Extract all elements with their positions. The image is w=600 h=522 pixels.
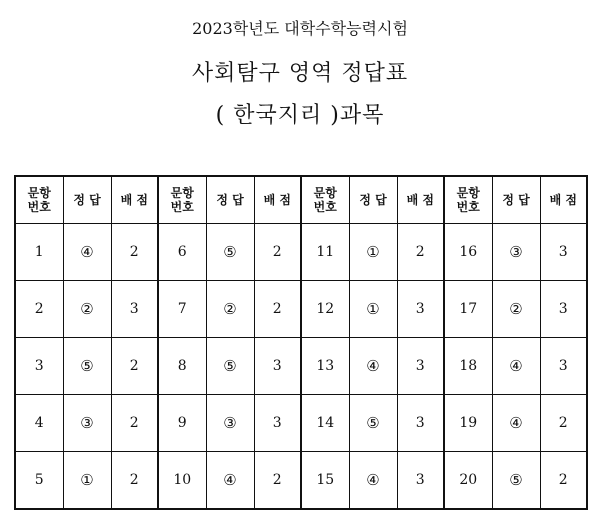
answer-header: 정 답: [349, 176, 397, 224]
question-number: 17: [444, 281, 492, 338]
points-value: 2: [540, 395, 587, 452]
question-number: 1: [15, 224, 63, 281]
answer-header: 정 답: [206, 176, 254, 224]
points-header: 배 점: [254, 176, 301, 224]
question-number: 10: [158, 452, 206, 510]
question-number-header: 문항 번호: [301, 176, 349, 224]
points-value: 2: [254, 281, 301, 338]
points-value: 3: [254, 338, 301, 395]
points-value: 2: [111, 224, 158, 281]
question-number: 2: [15, 281, 63, 338]
question-number: 7: [158, 281, 206, 338]
answer-key-table: [14, 175, 588, 510]
question-number: 6: [158, 224, 206, 281]
points-value: 3: [397, 281, 444, 338]
answer-value: ④: [349, 338, 397, 395]
question-number: 8: [158, 338, 206, 395]
answer-value: ②: [492, 281, 540, 338]
points-value: 3: [254, 395, 301, 452]
points-value: 3: [540, 224, 587, 281]
question-number: 20: [444, 452, 492, 510]
header-row: [15, 176, 587, 224]
points-value: 2: [540, 452, 587, 510]
table-row: [15, 338, 587, 395]
points-header: 배 점: [397, 176, 444, 224]
answer-value: ⑤: [63, 338, 111, 395]
subject-title: ( 한국지리 )과목: [215, 103, 385, 128]
points-value: 3: [397, 338, 444, 395]
question-number: 11: [301, 224, 349, 281]
answer-value: ⑤: [206, 224, 254, 281]
answer-value: ④: [349, 452, 397, 510]
answer-value: ③: [63, 395, 111, 452]
answer-value: ①: [63, 452, 111, 510]
answer-value: ①: [349, 281, 397, 338]
question-number: 13: [301, 338, 349, 395]
exam-year-title: 2023학년도 대학수학능력시험: [192, 19, 408, 38]
points-header: 배 점: [111, 176, 158, 224]
question-number: 15: [301, 452, 349, 510]
answer-value: ④: [206, 452, 254, 510]
points-value: 3: [540, 338, 587, 395]
answer-header: 정 답: [63, 176, 111, 224]
answer-value: ③: [206, 395, 254, 452]
question-number-header: 문항 번호: [15, 176, 63, 224]
question-number-header: 문항 번호: [158, 176, 206, 224]
points-value: 2: [254, 224, 301, 281]
answer-value: ④: [492, 395, 540, 452]
question-number: 9: [158, 395, 206, 452]
answer-value: ⑤: [492, 452, 540, 510]
table-row: [15, 281, 587, 338]
question-number: 14: [301, 395, 349, 452]
points-value: 3: [111, 281, 158, 338]
question-number: 3: [15, 338, 63, 395]
answer-header: 정 답: [492, 176, 540, 224]
table-row: [15, 224, 587, 281]
answer-value: ④: [492, 338, 540, 395]
answer-value: ④: [63, 224, 111, 281]
answer-value: ⑤: [349, 395, 397, 452]
question-number: 18: [444, 338, 492, 395]
answer-value: ②: [63, 281, 111, 338]
points-value: 2: [111, 338, 158, 395]
points-header: 배 점: [540, 176, 587, 224]
answer-key-title: 사회탐구 영역 정답표: [191, 61, 409, 86]
table-row: [15, 395, 587, 452]
points-value: 2: [111, 395, 158, 452]
question-number: 19: [444, 395, 492, 452]
question-number: 12: [301, 281, 349, 338]
points-value: 2: [254, 452, 301, 510]
answer-rows: [15, 224, 587, 510]
answer-value: ③: [492, 224, 540, 281]
question-number: 5: [15, 452, 63, 510]
points-value: 3: [397, 395, 444, 452]
question-number-header: 문항 번호: [444, 176, 492, 224]
points-value: 2: [111, 452, 158, 510]
question-number: 16: [444, 224, 492, 281]
answer-value: ⑤: [206, 338, 254, 395]
points-value: 2: [397, 224, 444, 281]
question-number: 4: [15, 395, 63, 452]
points-value: 3: [540, 281, 587, 338]
answer-value: ②: [206, 281, 254, 338]
answer-value: ①: [349, 224, 397, 281]
table-row: [15, 452, 587, 510]
points-value: 3: [397, 452, 444, 510]
